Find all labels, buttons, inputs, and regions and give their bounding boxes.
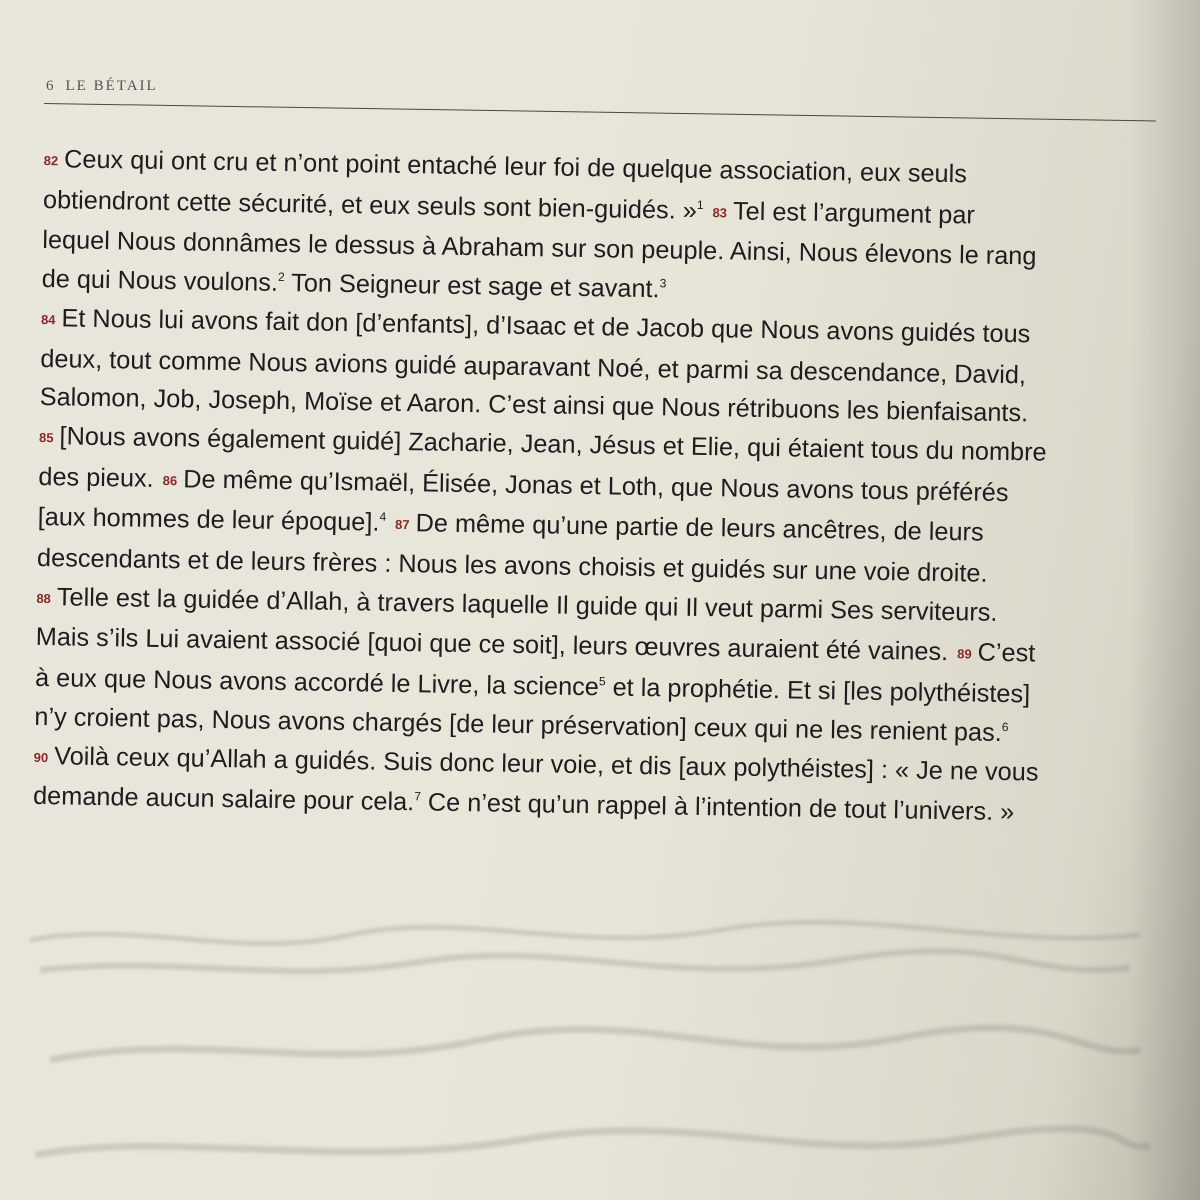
verse-number: 86 — [162, 472, 178, 488]
verse-number: 85 — [38, 429, 54, 446]
text-segment: n’y croient pas, Nous avons chargés [de leur préservation] ceux qui ne les renient pas. — [34, 702, 1002, 747]
text-segment: Ceux qui ont cru et n’ont point entaché leur foi de quelque association, eux seuls — [63, 145, 968, 189]
text-segment: des pieux. — [38, 462, 161, 493]
verse-number: 89 — [957, 646, 972, 662]
show-through-shapes — [20, 900, 1160, 1190]
text-segment: et la prophétie. Et si [les polythéistes] — [605, 673, 1031, 709]
text-segment: De même qu’une partie de leurs ancêtres, de leurs — [415, 509, 984, 547]
text-segment: demande aucun salaire pour cela. — [32, 782, 415, 817]
footnote-marker: 7 — [414, 789, 422, 804]
footnote-marker: 2 — [277, 270, 285, 285]
verse-number: 87 — [394, 517, 410, 533]
text-segment: [aux hommes de leur époque]. — [37, 503, 380, 537]
show-through-arabic-text — [20, 900, 1160, 1190]
verse-number: 90 — [33, 749, 49, 765]
text-segment: [Nous avons également guidé] Zacharie, Jean, Jésus et Elie, qui étaient tous du nombre — [59, 422, 1047, 467]
header-rule — [44, 103, 1156, 121]
footnote-marker: 3 — [659, 276, 667, 291]
text-segment: Salomon, Job, Joseph, Moïse et Aaron. C’est ainsi que Nous rétribuons les bienfaisants. — [39, 383, 1029, 428]
text-segment — [703, 197, 710, 225]
text-segment: Et Nous lui avons fait don [d’enfants], d’Isaac et de Jacob que Nous avons guidés tous — [61, 304, 1031, 349]
footnote-marker: 1 — [696, 197, 704, 212]
text-segment: Telle est la guidée d’Allah, à travers laquelle Il guide qui Il veut parmi Ses serviteurs. — [56, 583, 998, 627]
footnote-marker: 5 — [598, 674, 606, 689]
footnote-marker: 6 — [1001, 719, 1009, 734]
text-segment: C’est — [977, 638, 1036, 668]
text-segment: Mais s’ils Lui avaient associé [quoi que ce soit], leurs œuvres auraient été vaines. — [35, 623, 956, 667]
running-header — [46, 78, 158, 95]
text-segment: descendants et de leurs frères : Nous les avons choisis et guidés sur une voie droite. — [36, 543, 988, 588]
verse-number: 84 — [40, 311, 56, 328]
text-segment: Voilà ceux qu’Allah a guidés. Suis donc leur voie, et dis [aux polythéistes] : « Je ne vous — [54, 741, 1039, 787]
text-segment: De même qu’Ismaël, Élisée, Jonas et Loth, que Nous avons tous préférés — [182, 464, 1009, 507]
text-segment: lequel Nous donnâmes le dessus à Abraham sur son peuple. Ainsi, Nous élevons le rang — [42, 226, 1037, 271]
chapter-title: LE BÉTAIL — [65, 78, 158, 94]
page-number: 6 — [46, 78, 54, 94]
verse-text-block — [33, 140, 1158, 834]
footnote-marker: 4 — [379, 509, 387, 525]
verse-number: 83 — [712, 204, 728, 221]
text-segment: de qui Nous voulons. — [41, 265, 279, 298]
text-segment: obtiendront cette sécurité, et eux seuls sont bien-guidés. » — [42, 185, 698, 225]
text-segment: Ce n’est qu’un rappel à l’intention de tout l’univers. » — [420, 788, 1015, 827]
text-segment — [386, 509, 393, 537]
verse-number: 88 — [36, 590, 51, 606]
text-segment: Ton Seigneur est sage et savant. — [284, 269, 660, 304]
text-segment: Tel est l’argument par — [732, 197, 976, 230]
verse-number: 82 — [43, 152, 59, 169]
text-segment: à eux que Nous avons accordé le Livre, la science — [34, 664, 600, 702]
text-segment: deux, tout comme Nous avions guidé auparavant Noé, et parmi sa descendance, David, — [40, 344, 1027, 389]
